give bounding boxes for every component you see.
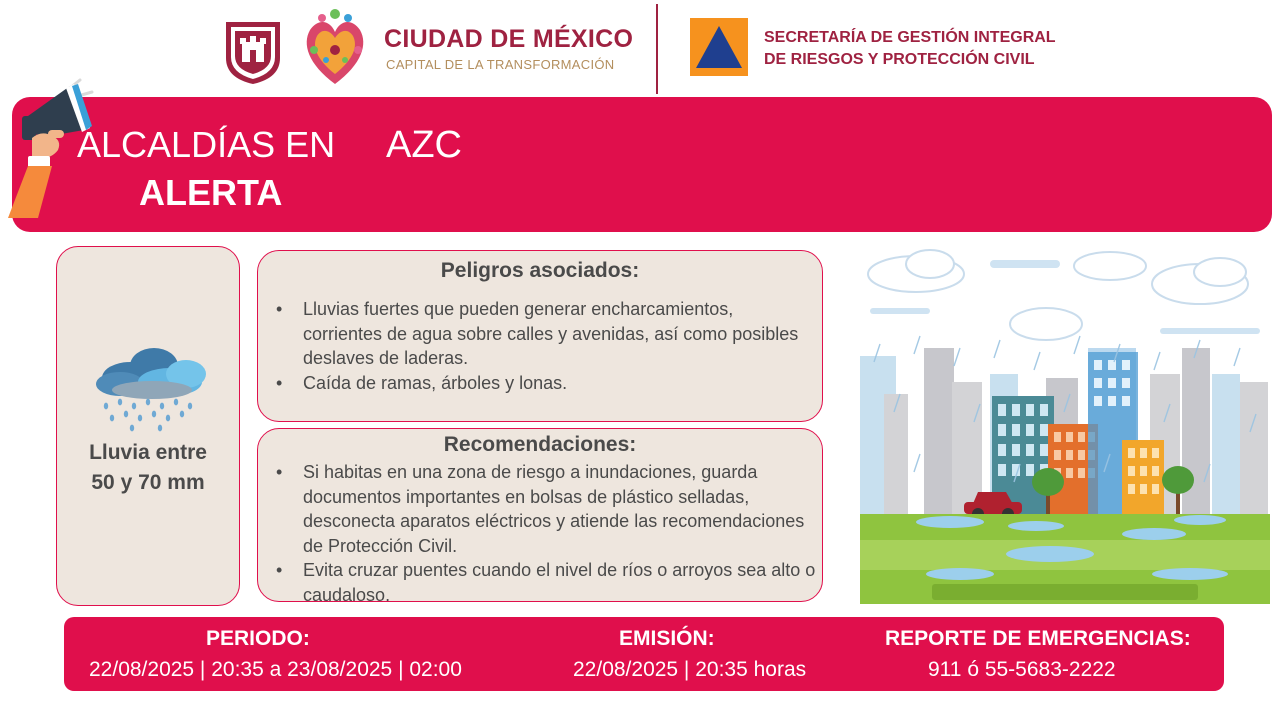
rain-amount-label bbox=[56, 438, 240, 498]
heart-emblem-icon bbox=[300, 4, 370, 92]
secretariat-line-1: SECRETARÍA DE GESTIÓN INTEGRAL bbox=[764, 29, 1056, 46]
hazards-title: Peligros asociados: bbox=[440, 259, 640, 282]
emergency-report-label: REPORTE DE EMERGENCIAS: bbox=[885, 627, 1191, 650]
period-value: 22/08/2025 | 20:35 a 23/08/2025 | 02:00 bbox=[89, 658, 462, 681]
header bbox=[0, 0, 1280, 96]
rain-amount-line-1: Lluvia entre bbox=[89, 441, 207, 464]
recommendations-title: Recomendaciones: bbox=[443, 433, 637, 456]
secretariat-line-2: DE RIESGOS Y PROTECCIÓN CIVIL bbox=[764, 51, 1035, 68]
banner-title-line-2: ALERTA bbox=[139, 172, 283, 213]
emission-value: 22/08/2025 | 20:35 horas bbox=[573, 658, 807, 681]
hazards-box bbox=[257, 250, 823, 422]
city-title: CIUDAD DE MÉXICO bbox=[384, 25, 634, 53]
secretariat-title bbox=[764, 27, 1056, 71]
alcaldias-code: AZC bbox=[386, 124, 462, 166]
rain-cloud-icon bbox=[90, 344, 220, 434]
hazard-item: • Lluvias fuertes que pueden generar encharcamientos, corrientes de agua sobre calles y avenidas, así como posibles deslaves de laderas. bbox=[276, 297, 816, 371]
city-subtitle: CAPITAL DE LA TRANSFORMACIÓN bbox=[386, 57, 615, 72]
hazards-list bbox=[276, 297, 816, 395]
header-divider bbox=[656, 4, 658, 94]
hazard-item: • Caída de ramas, árboles y lonas. bbox=[276, 371, 816, 396]
recommendations-list bbox=[276, 460, 822, 607]
civil-protection-logo-icon bbox=[690, 18, 748, 76]
emission-label: EMISIÓN: bbox=[619, 627, 715, 650]
cdmx-shield-icon bbox=[222, 18, 284, 86]
rainy-city-illustration bbox=[860, 244, 1270, 604]
emergency-phone-value: 911 ó 55-5683-2222 bbox=[928, 658, 1116, 681]
banner-title-line-1: ALCALDÍAS EN bbox=[77, 124, 336, 165]
recommendations-box bbox=[257, 428, 823, 605]
period-label: PERIODO: bbox=[206, 627, 310, 650]
recommendation-item: • Si habitas en una zona de riesgo a inundaciones, guarda documentos importantes en bolsas de plástico selladas, desconecta aparatos eléctricos y atiende las recomendaciones de Protección Civil. bbox=[276, 460, 822, 558]
recommendation-item: • Evita cruzar puentes cuando el nivel de ríos o arroyos sea alto o caudaloso. bbox=[276, 558, 822, 607]
rain-amount-line-2: 50 y 70 mm bbox=[91, 471, 205, 494]
